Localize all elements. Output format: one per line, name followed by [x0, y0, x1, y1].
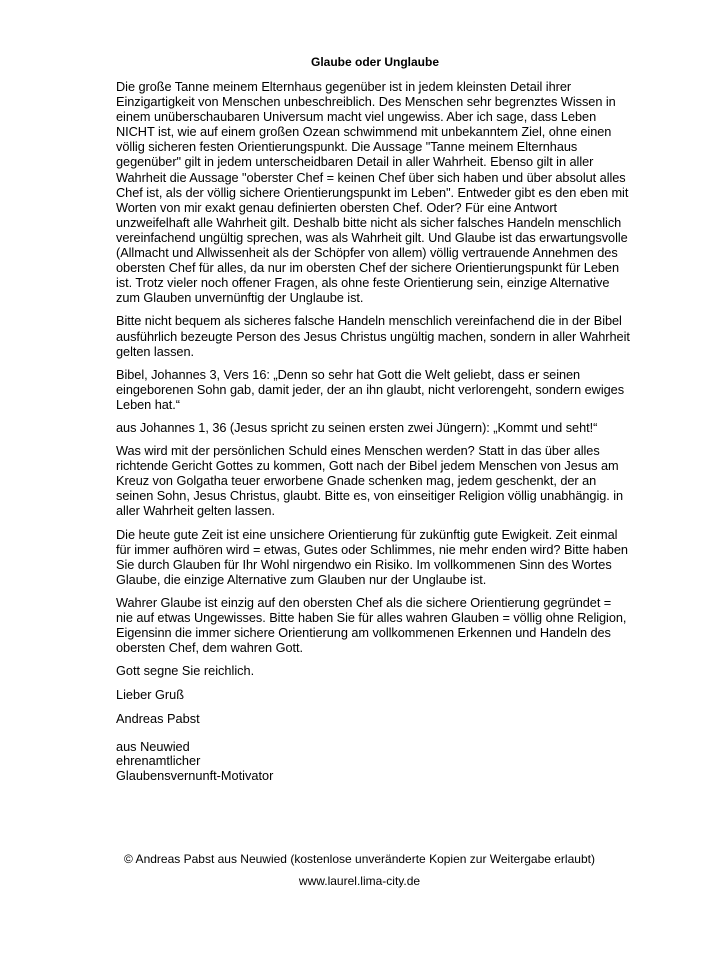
paragraph-bible-quote: Bibel, Johannes 3, Vers 16: „Denn so sehr hat Gott die Welt geliebt, dass er seinen eingeborenen Sohn gab, damit jeder, der an ihn glaubt, nicht verlorengeht, sondern ewiges Leben hat.“ — [116, 366, 625, 412]
paragraph-true-faith: Wahrer Glaube ist einzig auf den obersten Chef als die sichere Orientierung gegründet = nie auf etwas Ungewisses. Bitte haben Sie für alles wahren Glauben = völlig ohne Religion, Eigensinn die immer sichere Orientierung am vollkommenen Erkennen und Handeln des obersten Chef, dem wahren Gott. — [116, 594, 627, 656]
closing-blessing: Gott segne Sie reichlich. — [116, 663, 255, 679]
closing-title: Glaubensvernunft-Motivator — [116, 767, 274, 783]
paragraph-guilt: Was wird mit der persönlichen Schuld eines Menschen werden? Statt in das über alles richtende Gericht Gottes zu kommen, Gott nach der Bibel jedem Menschen von Jesus am Kreuz von Golgatha teuer erworbene Gnade schenken mag, jedem geschenkt, der an seinen Sohn, Jesus Christus, glaubt. Bitte es, von einseitiger Religion völlig unabhängig. in aller Wahrheit gelten lassen. — [116, 443, 624, 519]
closing-details — [116, 740, 630, 784]
paragraph-time: Die heute gute Zeit ist eine unsichere Orientierung für zukünftig gute Ewigkeit. Zeit einmal für immer aufhören wird = etwas, Gutes oder Schlimmes, nie mehr enden wird? Bitte haben Sie durch Glauben für Ihr Wohl nirgendwo ein Risiko. Im vollkommenen Sinn des Wortes Glaube, die einzige Alternative zum Glauben nur der Unglaube ist. — [116, 526, 628, 587]
document-body — [116, 55, 630, 783]
closing-role: ehrenamtlicher — [116, 753, 201, 769]
paragraph-john-quote: aus Johannes 1, 36 (Jesus spricht zu seinen ersten zwei Jüngern): „Kommt und seht!“ — [116, 419, 598, 435]
paragraph-intro: Die große Tanne meinem Elternhaus gegenüber ist in jedem kleinsten Detail ihrer Einzigartigkeit von Menschen unbeschreiblich. Des Menschen sehr begrenztes Wissen in einem unüberschaubaren Universum macht viel ungewiss. Aber ich sage, dass Leben NICHT ist, wie auf einem großen Ozean schwimmend mit unbekanntem Ziel, ohne einen völlig sicheren festen Orientierungspunkt. Die Aussage "Tanne meinem Elternhaus gegenüber" gilt in jedem unterscheidbaren Detail in aller Wahrheit. Ebenso gilt in aller Wahrheit die Aussage "oberster Chef = keinen Chef über sich haben und über absolut alles Chef ist, als der völlig sichere Orientierungspunkt im Leben". Entweder gibt es den eben mit Worten von mir exakt genau definierten obersten Chef. Oder? Für eine Antwort unzweifelhaft alle Wahrheit gilt. Deshalb bitte nicht als sicher falsches Handeln menschlich vereinfachend ungültig sprechen, was als Wahrheit gilt. Und Glaube ist das erwartungsvolle (Allmacht und Allwissenheit als der Schöpfer von allem) völlig vertrauende Annehmen des obersten Chef für alles, da nur im obersten Chef der sichere Orientierungspunkt für Leben ist. Trotz vieler noch offener Fragen, als ohne feste Orientierung sein, einzige Alternative zum Glauben unvernünftig der Unglaube ist. — [116, 79, 629, 306]
footer-url: www.laurel.lima-city.de — [298, 874, 421, 888]
paragraph-jesus-christus: Bitte nicht bequem als sicheres falsche Handeln menschlich vereinfachend die in der Bibel ausführlich bezeugte Person des Jesus Christus ungültig machen, sondern in aller Wahrheit gelten lassen. — [116, 313, 630, 359]
closing-greeting: Lieber Gruß — [116, 687, 185, 703]
footer-copyright: © Andreas Pabst aus Neuwied (kostenlose unveränderte Kopien zur Weitergabe erlaubt) — [124, 852, 595, 866]
closing-location: aus Neuwied — [116, 738, 190, 754]
closing-name: Andreas Pabst — [116, 711, 200, 727]
document-title: Glaube oder Unglaube — [310, 55, 439, 69]
